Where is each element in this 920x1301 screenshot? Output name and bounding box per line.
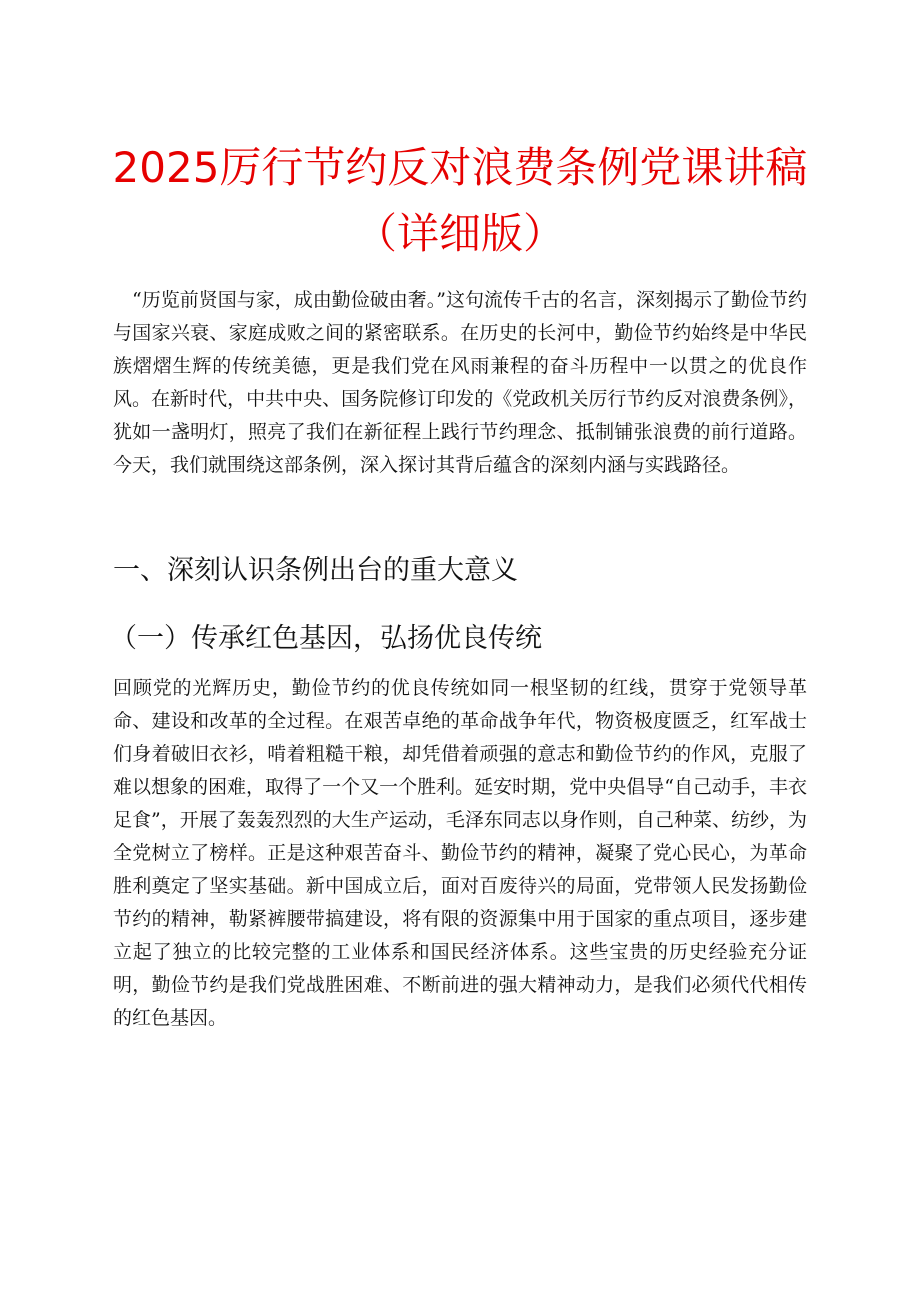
subsection-heading: （一）传承红色基因，弘扬优良传统 [110,623,542,654]
section-heading: 一、深刻认识条例出台的重大意义 [113,555,518,586]
subsection-paragraph: 回顾党的光辉历史，勤俭节约的优良传统如同一根坚韧的红线，贯穿于党领导革命、建设和改革的全过程。在艰苦卓绝的革命战争年代，物资极度匮乏，红军战士们身着破旧衣衫，啃着粗糙干粮，却凭借着顽强的意志和勤俭节约的作风，克服了难以想象的困难，取得了一个又一个胜利。延安时期，党中央倡导“自己动手，丰衣足食”，开展了轰轰烈烈的大生产运动，毛泽东同志以身作则，自己种菜、纺纱，为全党树立了榜样。正是这种艰苦奋斗、勤俭节约的精神，凝聚了党心民心，为革命胜利奠定了坚实基础。新中国成立后，面对百废待兴的局面，党带领人民发扬勤俭节约的精神，勒紧裤腰带搞建设，将有限的资源集中用于国家的重点项目，逐步建立起了独立的比较完整的工业体系和国民经济体系。这些宝贵的历史经验充分证明，勤俭节约是我们党战胜困难、不断前进的强大精神动力，是我们必须代代相传的红色基因。 [113,677,807,1029]
document-title: 2025厉行节约反对浪费条例党课讲稿 [112,143,808,192]
intro-paragraph: “历览前贤国与家，成由勤俭破由奢。”这句流传千古的名言，深刻揭示了勤俭节约与国家兴衰、家庭成败之间的紧密联系。在历史的长河中，勤俭节约始终是中华民族熠熠生辉的传统美德，更是我们党在风雨兼程的奋斗历程中一以贯之的优良作风。在新时代，中共中央、国务院修订印发的《党政机关厉行节约反对浪费条例》，犹如一盏明灯，照亮了我们在新征程上践行节约理念、抵制铺张浪费的前行道路。今天，我们就围绕这部条例，深入探讨其背后蕴含的深刻内涵与实践路径。 [113,289,807,476]
document-subtitle: （详细版） [354,209,565,258]
